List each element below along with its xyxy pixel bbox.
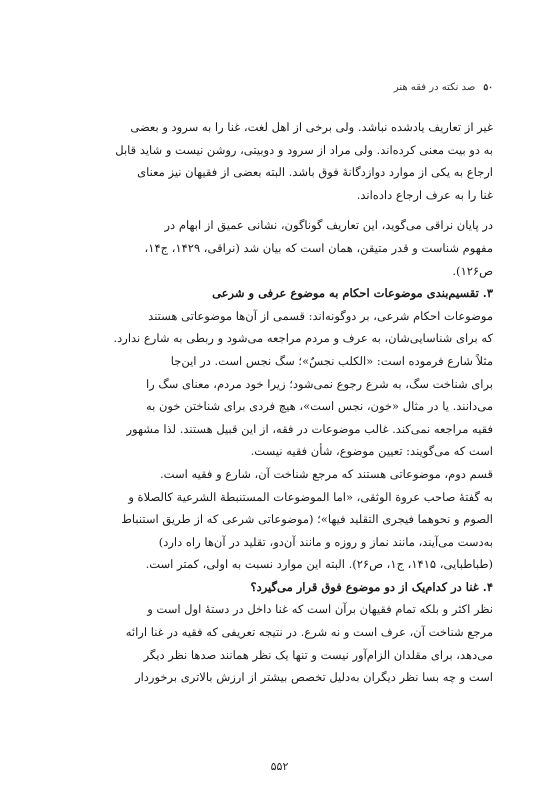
text-line: می‌دانند. یا در مثال «خون، نجس است»، هیچ فردی برای شناختن خون به (145, 399, 493, 414)
text-line: نظر اکثر و بلکه تمام فقیهان برآن است که غنا داخل در دستهٔ اول است و (147, 602, 493, 617)
text-line: مفهوم شناست و قدر متیقن، همان است که بیان شد (نراقی، ۱۴۲۹، ج۱۴، (144, 240, 493, 255)
paragraph (63, 116, 493, 206)
text-line: به‌دست می‌آیند، مانند نماز و روزه و مانند آن‌دو، تقلید در آن‌ها راه دارد) (158, 534, 493, 549)
section-heading (63, 576, 493, 599)
paragraph (63, 305, 493, 463)
text-line: برای شناخت سگ، به شرع رجوع نمی‌شود؛ زیرا خود مردم، معنای سگ را (145, 376, 493, 391)
paragraph-gap (63, 206, 493, 214)
text-line: ارجاع به یکی از موارد دوازدگانهٔ فوق باشد. البته بعضی از فقیهان نیز معنای (137, 165, 493, 180)
running-header-title: صد نکته در فقه هنر (393, 82, 476, 93)
text-line: در پایان نراقی می‌گوید، این تعاریف گوناگون، نشانی عمیق از ابهام در (164, 218, 493, 233)
text-line: می‌دهد، برای مقلدان الزام‌آور نیست و تنها یک نظر همانند صدها نظر دیگر (143, 647, 493, 662)
text-line: به گفتهٔ صاحب عروة الوثقی، «اما الموضوعات المستنبطة الشرعیة کالصلاة و (128, 489, 493, 504)
body-text (63, 116, 493, 689)
text-line: مثلاً شارع فرموده است: «الکلب نجسٌ»؛ سگ نجس است. در این‌جا (170, 353, 493, 368)
text-line: موضوعات احکام شرعی، بر دوگونه‌اند: قسمی از آن‌ها موضوعاتی هستند (148, 308, 493, 323)
text-line: که برای شناسایی‌شان، به عرف و مردم مراجعه می‌شود و ربطی به شارع ندارد. (113, 331, 493, 346)
text-line: است و چه بسا نظر دیگران به‌دلیل تخصص بیشتر از ارزش بالاتری برخوردار (135, 670, 493, 685)
text-line: الصوم و نحوهما فیجری التقلید فیها»؛ (موضوعاتی شرعی که از طریق استنباط (121, 512, 493, 527)
text-line: غیر از تعاریف یادشده نباشد. ولی برخی از اهل لغت، غنا را به سرود و بعضی (130, 120, 493, 134)
paragraph (63, 598, 493, 688)
text-line: قسم دوم، موضوعاتی هستند که مرجع شناخت آن، شارع و فقیه است. (160, 466, 493, 481)
text-line: غنا را به عرف ارجاع داده‌اند. (356, 187, 493, 202)
heading-line: ۳. تقسیم‌بندی موضوعات احکام به موضوع عرفی و شرعی (212, 286, 493, 301)
text-line: (طباطبایی، ۱۴۱۵، ج۱، ص۲۶). البته این موارد نسبت به اولی، کمتر است. (145, 557, 493, 572)
running-header (394, 82, 493, 93)
paragraph (63, 214, 493, 282)
section-heading (63, 282, 493, 305)
text-line: مرجع شناخت آن، عرف است و نه شرع. در نتیجه تعریفی که فقیه در غنا ارائه (125, 625, 493, 640)
text-line: است که می‌گویند: تعیین موضوع، شأن فقیه نیست. (250, 444, 493, 459)
text-line: فقیه مراجعه نمی‌کند. غالب موضوعات در فقه، از این قبیل هستند. لذا مشهور (126, 421, 493, 436)
text-line: ص۱۲۶). (452, 263, 493, 278)
paragraph (63, 463, 493, 576)
header-page-mark: ۵۰ (483, 82, 493, 93)
text-line: به دو بیت معنی کرده‌اند. ولی مراد از سرود و دوبیتی، روشن نیست و شاید قابل (115, 142, 493, 157)
heading-line: ۴. غنا در کدام‌یک از دو موضوع فوق قرار می‌گیرد؟ (250, 579, 493, 594)
page-number: ۵۵۲ (270, 760, 289, 773)
